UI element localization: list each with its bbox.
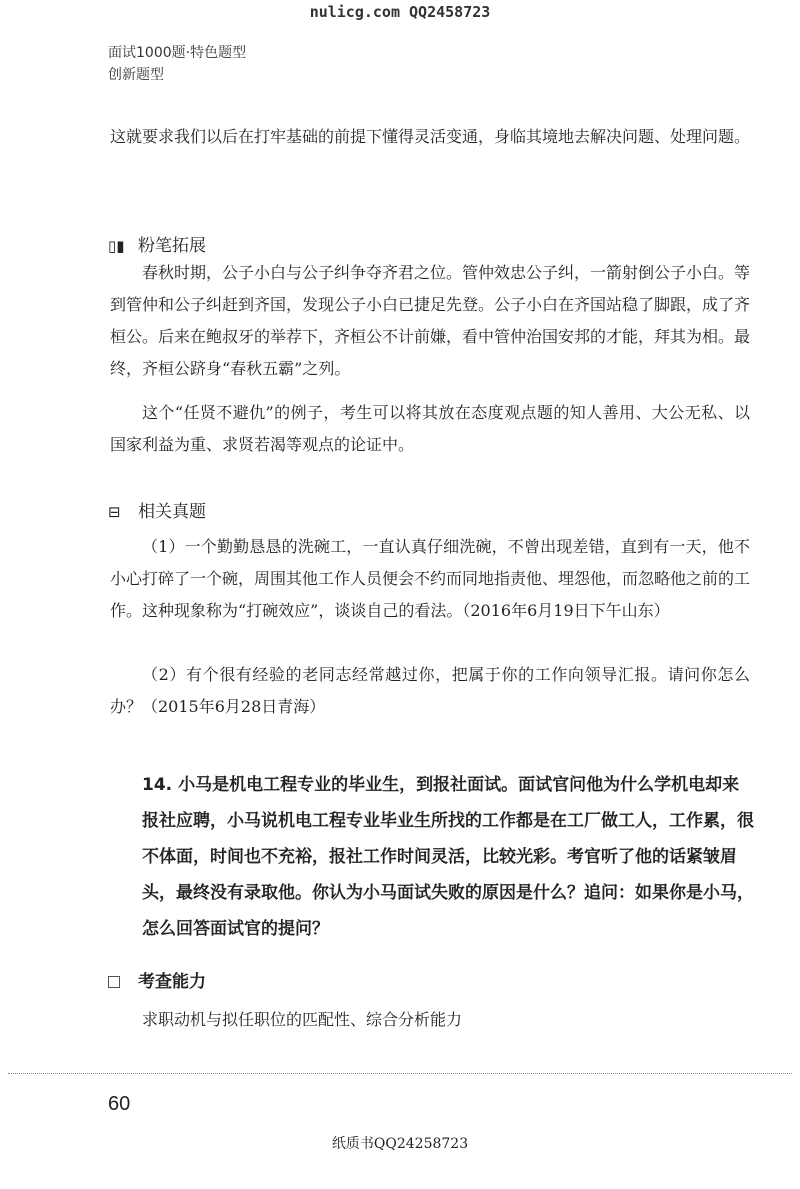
book-icon: ▯▮	[108, 237, 125, 255]
real-questions-heading	[108, 497, 206, 522]
extension-heading	[108, 231, 206, 256]
page-number: 60	[108, 1093, 131, 1115]
watermark-bottom: 纸质书QQ24258723	[331, 1136, 469, 1152]
extension-paragraph-2: 这个“任贤不避仇”的例子，考生可以将其放在态度观点题的知人善用、大公无私、以国家利益为重、求贤若渴等观点的论证中。	[110, 403, 750, 454]
page-header	[108, 42, 246, 86]
ability-title: 考查能力	[138, 972, 206, 992]
ability-text: 求职动机与拟任职位的匹配性、综合分析能力	[142, 1010, 463, 1029]
header-book-title: 面试1000题·特色题型	[108, 45, 247, 61]
question-text: 小马是机电工程专业的毕业生，到报社面试。面试官问他为什么学机电却来报社应聘，小马说机电工程专业毕业生所找的工作都是在工厂做工人，工作累，很不体面，时间也不充裕，报社工作时间灵活，比较光彩。考官听了他的话紧皱眉头，最终没有录取他。你认为小马面试失败的原因是什么？追问：如果你是小马，怎么回答面试官的提问？	[142, 775, 754, 939]
ability-heading	[108, 967, 206, 992]
interview-question	[142, 767, 754, 947]
real-question-item-2: （2）有个很有经验的老同志经常越过你，把属于你的工作向领导汇报。请问你怎么办？（2015年6月28日青海）	[110, 665, 750, 716]
intro-paragraph: 这就要求我们以后在打牢基础的前提下懂得灵活变通，身临其境地去解决问题、处理问题。	[110, 127, 751, 146]
header-chapter-title: 创新题型	[108, 67, 164, 83]
extension-title: 粉笔拓展	[138, 236, 206, 256]
question-number: 14.	[142, 775, 173, 795]
watermark-top: nulicg.com QQ2458723	[309, 3, 491, 21]
document-icon: ⊟	[108, 503, 121, 521]
extension-paragraph-1: 春秋时期，公子小白与公子纠争夺齐君之位。管仲效忠公子纠，一箭射倒公子小白。等到管仲和公子纠赶到齐国，发现公子小白已捷足先登。公子小白在齐国站稳了脚跟，成了齐桓公。后来在鲍叔牙的举荐下，齐桓公不计前嫌，看中管仲治国安邦的才能，拜其为相。最终，齐桓公跻身“春秋五霸”之列。	[110, 263, 751, 378]
real-questions-title: 相关真题	[138, 502, 206, 522]
checkbox-icon	[108, 976, 120, 988]
footer-divider	[8, 1073, 792, 1074]
real-question-item-1: （1）一个勤勤恳恳的洗碗工，一直认真仔细洗碗，不曾出现差错，直到有一天，他不小心打碎了一个碗，周围其他工作人员便会不约而同地指责他、埋怨他，而忽略他之前的工作。这种现象称为“打碗效应”，谈谈自己的看法。（2016年6月19日下午山东）	[110, 537, 751, 620]
